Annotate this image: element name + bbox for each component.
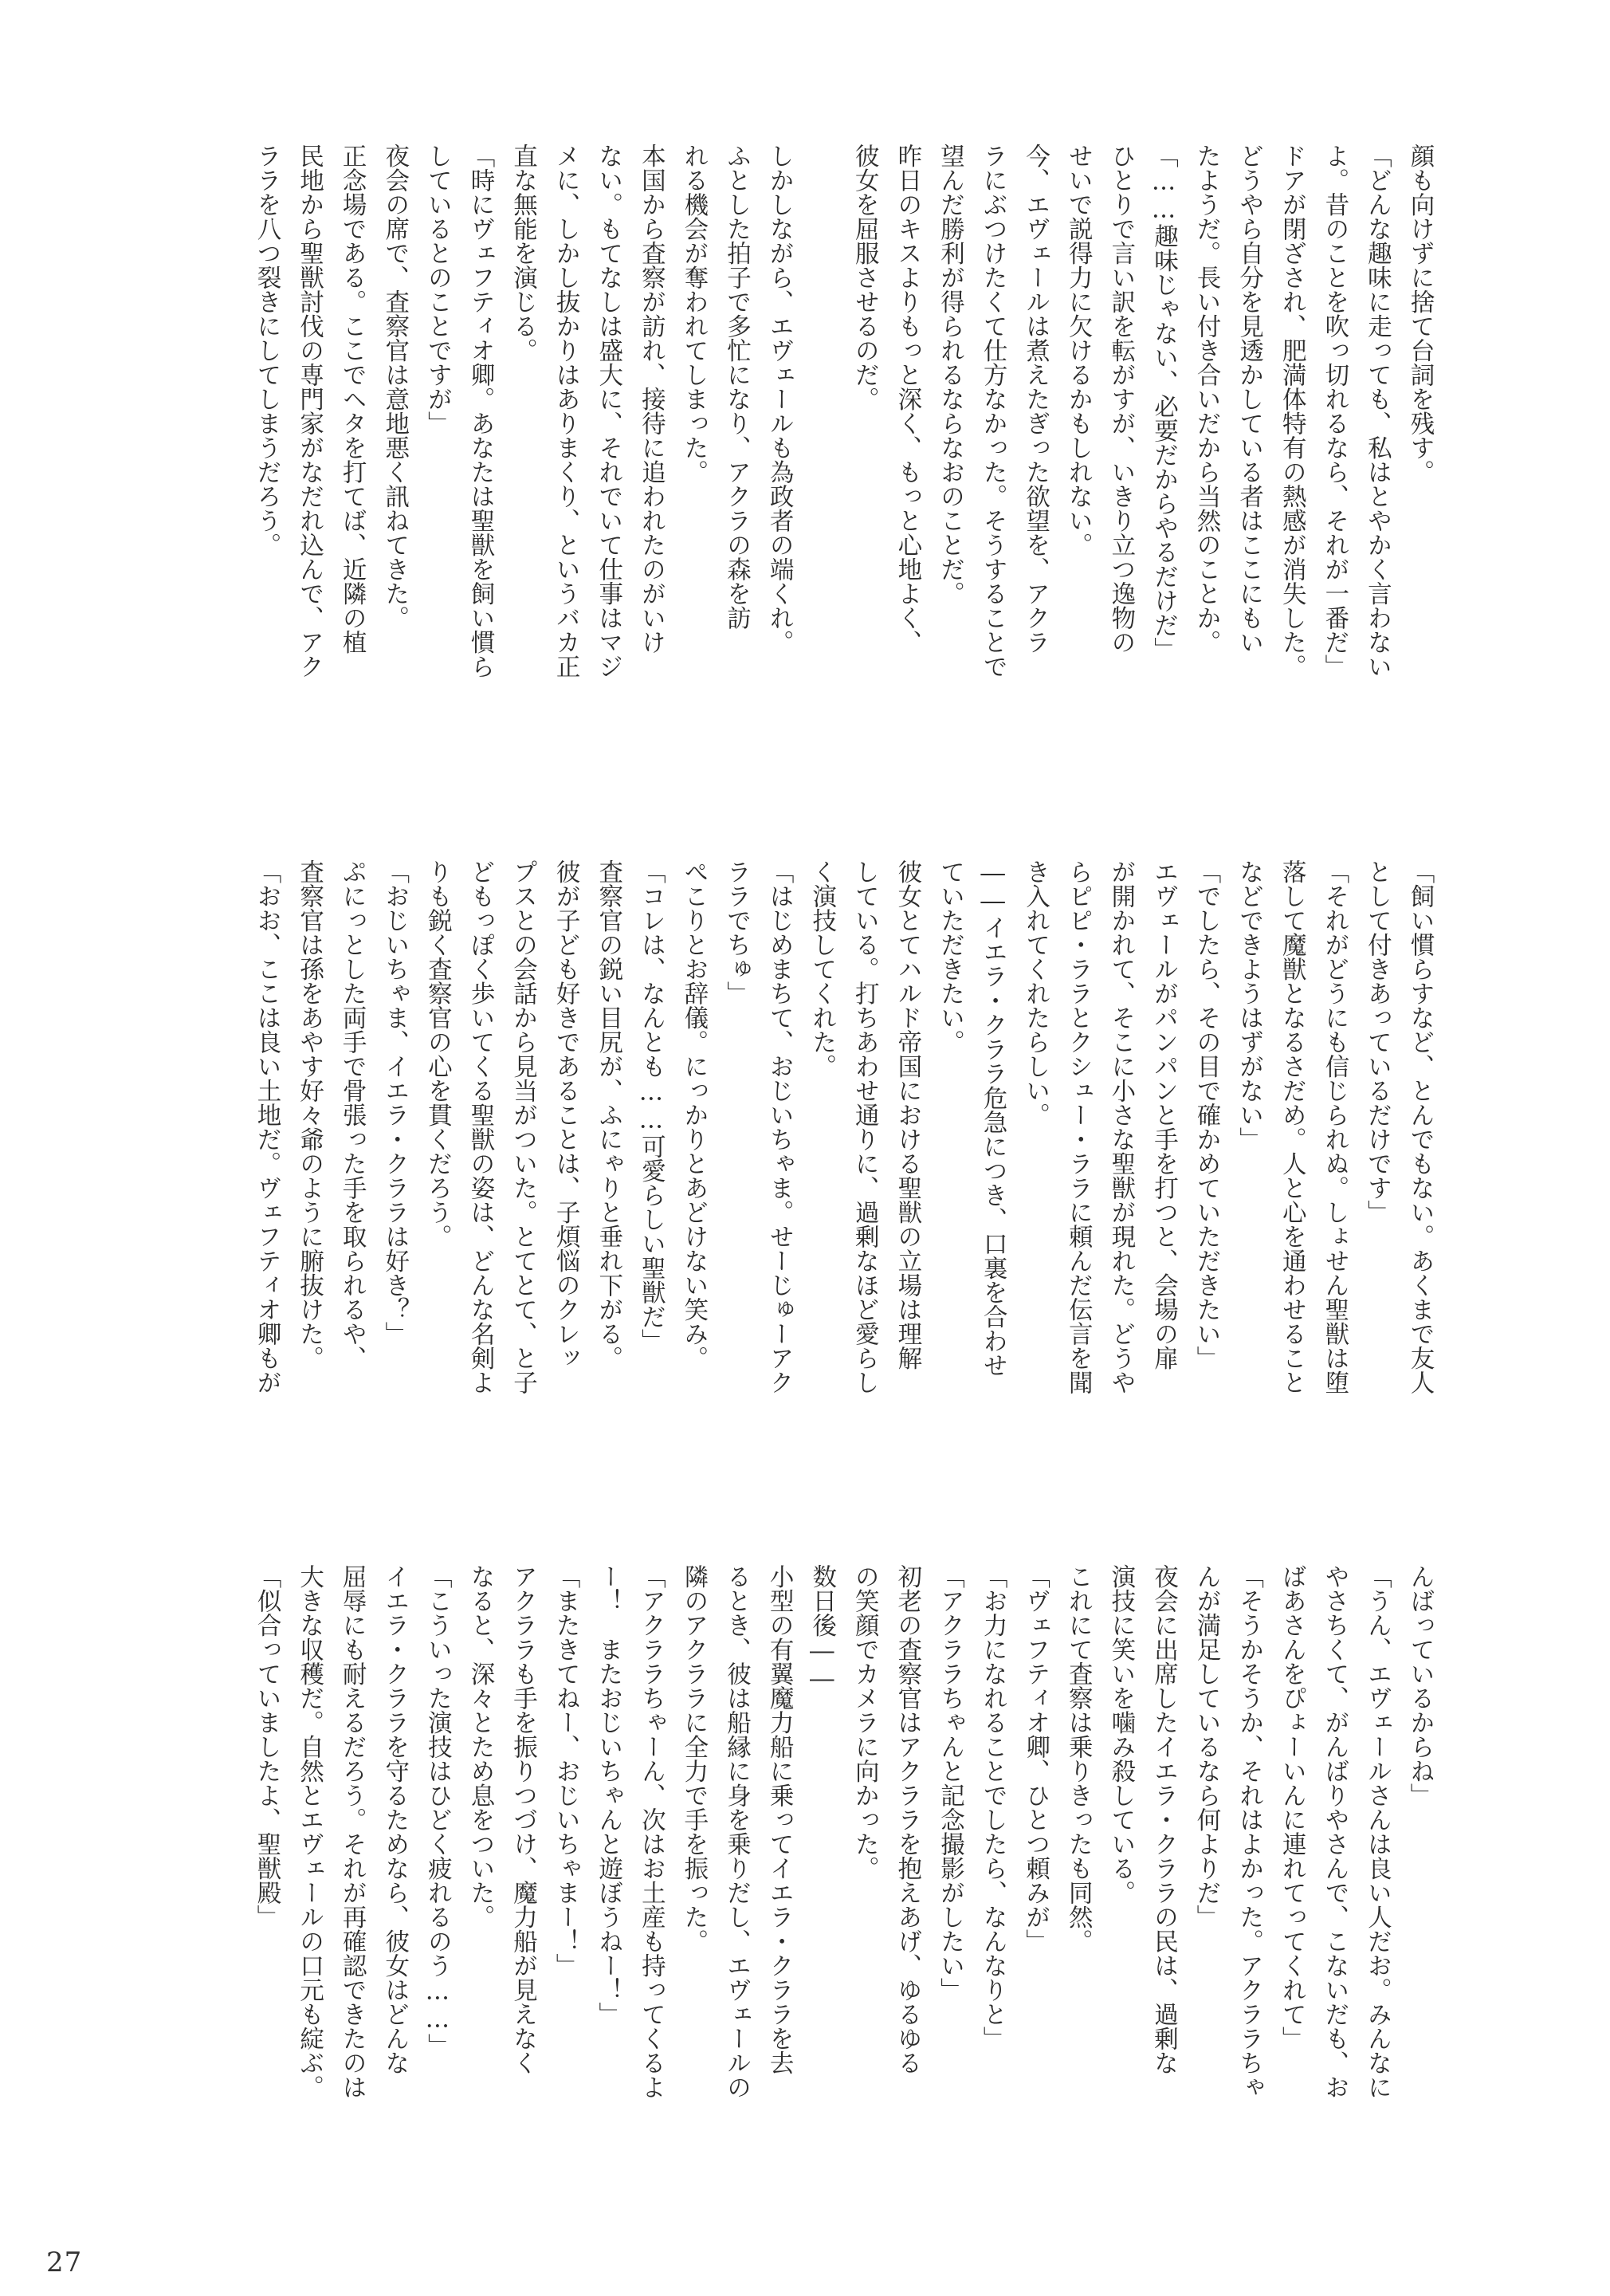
- text-column: 「おじいちゃま、イエラ・クララは好き？」: [380, 859, 409, 1346]
- text-column: 「飼い慣らすなど、とんでもない。あくまで友人: [1406, 859, 1434, 1394]
- text-column: アクララも手を振りつづけ、魔力船が見えなく: [509, 1564, 537, 2075]
- text-column: 「はじめまちて、おじいちゃま。せーじゅーアク: [765, 859, 794, 1394]
- text-column: ぷにっとした両手で骨張った手を取られるや、: [338, 859, 367, 1370]
- text-column: 彼女を屈服させるのだ。: [850, 144, 879, 411]
- text-column: が開かれて、そこに小さな聖獣が現れた。どうや: [1106, 859, 1135, 1394]
- text-column: るとき、彼は船縁に身を乗りだし、エヴェールの: [722, 1564, 751, 2099]
- text-column: どうやら自分を見透かしている者はここにもい: [1235, 144, 1263, 655]
- text-block-upper: [159, 144, 1441, 813]
- text-column: 「ヴェフティオ卿、ひとつ頼みが」: [1021, 1564, 1050, 1953]
- text-column: ていただきたい。: [936, 859, 964, 1054]
- text-column: 「そうかそうか、それはよかった。アクララちゃ: [1235, 1564, 1263, 2099]
- text-column: よ。昔のことを吹っ切れるなら、それが一番だ」: [1320, 144, 1349, 678]
- text-column: ラにぶつけたくて仕方なかった。そうすることで: [979, 144, 1007, 678]
- text-column: 「似合っていましたよ、聖獣殿」: [252, 1564, 281, 1929]
- text-column: 本国から査察が訪れ、接待に追われたのがいけ: [637, 144, 666, 655]
- text-column: 正念場である。ここでヘタを打てば、近隣の植: [338, 144, 367, 655]
- text-column: 「うん、エヴェールさんは良い人だお。みんなに: [1363, 1564, 1392, 2099]
- text-column: れる機会が奪われてしまった。: [679, 144, 708, 484]
- text-column: ドアが閉ざされ、肥満体特有の熱感が消失した。: [1278, 144, 1306, 678]
- text-column: などできようはずがない」: [1235, 859, 1263, 1151]
- text-column: 小型の有翼魔力船に乗ってイエラ・クララを去: [765, 1564, 794, 2075]
- text-column: 「アクララちゃーん、次はお土産も持ってくるよ: [637, 1564, 666, 2099]
- text-column: ー！ またおじいちゃんと遊ぼうねー！」: [594, 1564, 622, 2027]
- text-column: 昨日のキスよりもっと深く、もっと心地よく、: [893, 144, 921, 655]
- text-column: たようだ。長い付き合いだから当然のことか。: [1192, 144, 1221, 655]
- text-column: 「でしたら、その目で確かめていただきたい」: [1192, 859, 1221, 1370]
- text-column: やさちくて、がんばりやさんで、こないだも、お: [1320, 1564, 1349, 2099]
- text-column: イエラ・クララを守るためなら、彼女はどんな: [380, 1564, 409, 2075]
- text-column: ふとした拍子で多忙になり、アクラの森を訪: [722, 144, 751, 630]
- text-column: しかしながら、エヴェールも為政者の端くれ。: [765, 144, 794, 655]
- text-column: せいで説得力に欠けるかもしれない。: [1064, 144, 1093, 557]
- text-column: 「アクララちゃんと記念撮影がしたい」: [936, 1564, 964, 2002]
- text-column: これにて査察は乗りきったも同然。: [1064, 1564, 1093, 1953]
- text-column: き入れてくれたらしい。: [1021, 859, 1050, 1127]
- text-column: 「お力になれることでしたら、なんなりと」: [979, 1564, 1007, 2050]
- text-column: 「コレは、なんとも……可愛らしい聖獣だ」: [637, 859, 666, 1353]
- text-column: 今、エヴェールは煮えたぎった欲望を、アクラ: [1021, 144, 1050, 655]
- text-column: く演技してくれた。: [807, 859, 836, 1079]
- text-column: 査察官は孫をあやす好々爺のように腑抜けた。: [295, 859, 324, 1370]
- text-column: 「……趣味じゃない、必要だからやるだけだ」: [1149, 144, 1178, 662]
- text-column: ――イエラ・クララ危急につき、口裏を合わせ: [979, 859, 1007, 1378]
- text-column: ぺこりとお辞儀。にっかりとあどけない笑み。: [679, 859, 708, 1370]
- text-column: として付きあっているだけです」: [1363, 859, 1392, 1225]
- text-column: エヴェールがパンパンと手を打つと、会場の扉: [1149, 859, 1178, 1370]
- text-column: ばあさんをぴょーいんに連れてってくれて」: [1278, 1564, 1306, 2050]
- text-column: の笑顔でカメラに向かった。: [850, 1564, 879, 1881]
- text-column: ない。もてなしは盛大に、それでいて仕事はマジ: [594, 144, 622, 678]
- text-column: 夜会の席で、査察官は意地悪く訊ねてきた。: [380, 144, 409, 630]
- text-column: 演技に笑いを噛み殺している。: [1106, 1564, 1135, 1905]
- text-column: 顔も向けずに捨て台詞を残す。: [1406, 144, 1434, 484]
- text-column: プスとの会話から見当がついた。とてとて、と子: [509, 859, 537, 1394]
- text-column: 民地から聖獣討伐の専門家がなだれ込んで、アク: [295, 144, 324, 678]
- text-column: 「こういった演技はひどく疲れるのう……」: [423, 1564, 452, 2058]
- text-column: 夜会に出席したイエラ・クララの民は、過剰な: [1149, 1564, 1178, 2075]
- text-column: 「どんな趣味に走っても、私はとやかく言わない: [1363, 144, 1392, 678]
- blank-column: [800, 144, 843, 813]
- text-column: 「またきてねー、おじいちゃまー！」: [552, 1564, 580, 1978]
- text-column: 望んだ勝利が得られるならなおのことだ。: [936, 144, 964, 606]
- text-column: んばっているからね」: [1406, 1564, 1434, 1807]
- text-column: ひとりで言い訳を転がすが、いきり立つ逸物の: [1106, 144, 1135, 655]
- text-column: している。打ちあわせ通りに、過剰なほど愛らし: [850, 859, 879, 1394]
- text-column: んが満足しているなら何よりだ」: [1192, 1564, 1221, 1929]
- text-column: 初老の査察官はアクララを抱えあげ、ゆるゆる: [893, 1564, 921, 2075]
- text-column: しているとのことですが」: [423, 144, 452, 435]
- text-column: 大きな収穫だ。自然とエヴェールの口元も綻ぶ。: [295, 1564, 324, 2099]
- text-column: ララでちゅ」: [722, 859, 751, 1005]
- text-column: 「おお、ここは良い土地だ。ヴェフティオ卿もが: [252, 859, 281, 1394]
- text-column: 数日後――: [807, 1564, 836, 1693]
- text-column: 落して魔獣となるさだめ。人と心を通わせること: [1278, 859, 1306, 1394]
- text-column: 屈辱にも耐えるだろう。それが再確認できたのは: [338, 1564, 367, 2099]
- text-column: 隣のアクララに全力で手を振った。: [679, 1564, 708, 1953]
- text-column: どもっぽく歩いてくる聖獣の姿は、どんな名剣よ: [465, 859, 494, 1394]
- text-column: 直な無能を演じる。: [509, 144, 537, 363]
- text-column: メに、しかし抜かりはありまくり、というバカ正: [552, 144, 580, 678]
- page-number: 27: [46, 2247, 83, 2278]
- text-column: りも鋭く査察官の心を貫くだろう。: [423, 859, 452, 1248]
- text-column: ララを八つ裂きにしてしまうだろう。: [252, 144, 281, 557]
- text-column: 「時にヴェフティオ卿。あなたは聖獣を飼い慣ら: [465, 144, 494, 678]
- text-block-middle: [159, 859, 1441, 1523]
- text-column: なると、深々とため息をついた。: [465, 1564, 494, 1929]
- text-block-lower: [159, 1564, 1441, 2218]
- text-column: 彼女とてハルド帝国における聖獣の立場は理解: [893, 859, 921, 1370]
- text-column: 彼が子ども好きであることは、子煩悩のクレッ: [552, 859, 580, 1370]
- text-column: 査察官の鋭い目尻が、ふにゃりと垂れ下がる。: [594, 859, 622, 1370]
- text-column: 「それがどうにも信じられぬ。しょせん聖獣は堕: [1320, 859, 1349, 1394]
- text-column: らピピ・ララとクシュー・ララに頼んだ伝言を聞: [1064, 859, 1093, 1394]
